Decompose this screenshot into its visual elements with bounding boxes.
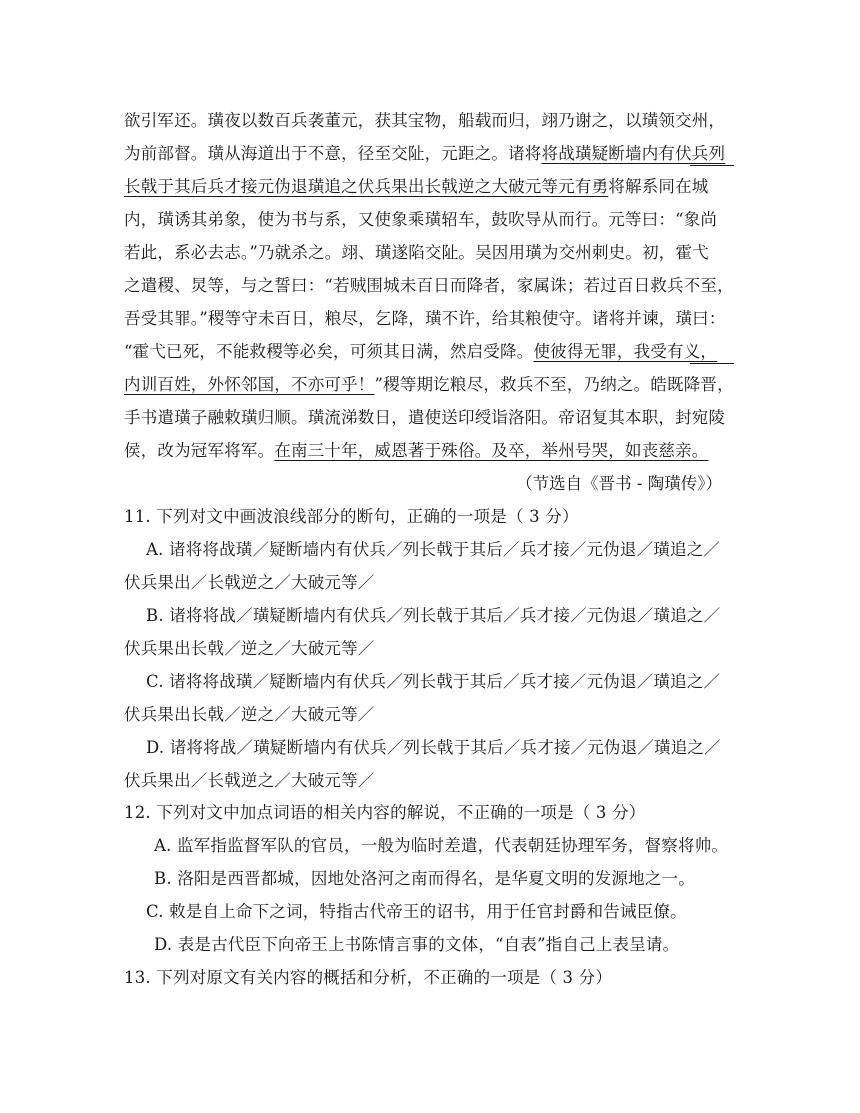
- question-11-option-c: C. 诸将将战璜／疑断墙内有伏兵／列长戟于其后／兵才接／元伪退／璜追之／: [146, 672, 721, 691]
- passage-line-11: [124, 440, 744, 462]
- question-11-option-a-cont: 伏兵果出／长戟逆之／大破元等／: [124, 573, 375, 592]
- passage-text: 侯，改为冠军将军。: [124, 441, 275, 460]
- question-11-option-a: A. 诸将将战璜／疑断墙内有伏兵／列长戟于其后／兵才接／元伪退／璜追之／: [146, 540, 721, 559]
- source-citation: （节选自《晋书 - 陶璜传》）: [516, 474, 722, 493]
- question-12-option-a: A. 监军指监督军队的官员，一般为临时差遣，代表朝廷协理军务，督察将帅。: [154, 836, 729, 855]
- passage-line-7: 吾受其罪。”稷等守未百日，粮尽，乞降，璜不许，给其粮使守。诸将并谏，璜曰：: [124, 309, 726, 328]
- question-12-option-b: B. 洛阳是西晋都城，因地处洛河之南而得名，是华夏文明的发源地之一。: [154, 869, 695, 888]
- wavy-underlined-text: 长戟于其后兵才接元伪退璜追之伏兵果出长戟逆之大破元等元有勇: [124, 177, 609, 196]
- passage-text: “霍弋已死，不能救稷等必矣，可须其日满，然启受降。: [124, 342, 534, 361]
- question-11-option-d: D. 诸将将战／璜疑断墙内有伏兵／列长戟于其后／兵才接／元伪退／璜追之／: [146, 738, 721, 757]
- underlined-sentence: 使彼得无罪，我受有义，: [533, 342, 718, 361]
- question-11-stem: 11. 下列对文中画波浪线部分的断句，正确的一项是（ 3 分）: [124, 507, 579, 526]
- underlined-sentence: 在南三十年，威恩著于殊俗。及卒，举州号哭，如丧慈亲。: [274, 441, 709, 460]
- passage-line-3: [124, 176, 744, 198]
- passage-line-8: [124, 341, 744, 363]
- question-11-option-c-cont: 伏兵果出长戟／逆之／大破元等／: [124, 705, 375, 724]
- passage-line-10: 手书遣璜子融敕璜归顺。璜流涕数日，遣使送印绶诣洛阳。帝诏复其本职，封宛陵: [124, 408, 726, 427]
- passage-line-2: [124, 143, 744, 165]
- question-12-option-c: C. 敕是自上命下之词，特指古代帝王的诏书，用于任官封爵和告诫臣僚。: [146, 902, 687, 921]
- passage-text: 为前部督。璜从海道出于不意，径至交阯，元距之。诸将: [124, 144, 542, 163]
- underlined-sentence: 内训百姓，外怀邻国，不亦可乎！: [124, 375, 375, 394]
- passage-line-6: 之遣稷、炅等，与之誓曰：“若贼围城未百日而降者，家属诛；若过百日救兵不至，: [124, 276, 734, 295]
- passage-line-9: [124, 374, 744, 396]
- passage-text: 将解系同在城: [608, 177, 709, 196]
- underline-rule: [690, 165, 734, 166]
- passage-line-5: 若此，系必去志。”乃就杀之。翊、璜遂陷交阯。吴因用璜为交州刺史。初，霍弋: [124, 243, 709, 262]
- question-11-option-b-cont: 伏兵果出长戟／逆之／大破元等／: [124, 639, 375, 658]
- underline-rule: [690, 363, 734, 364]
- passage-line-1: 欲引军还。璜夜以数百兵袭董元，获其宝物，船载而归，翊乃谢之，以璜领交州，: [124, 111, 726, 130]
- wavy-underlined-text: 将战璜疑断墙内有伏兵列: [541, 144, 726, 163]
- question-12-stem: 12. 下列对文中加点词语的相关内容的解说，不正确的一项是（ 3 分）: [124, 803, 646, 822]
- question-11-option-d-cont: 伏兵果出／长戟逆之／大破元等／: [124, 771, 375, 790]
- passage-line-4: 内，璜诱其弟象，使为书与系，又使象乘璜轺车，鼓吹导从而行。元等曰：“象尚: [124, 210, 718, 229]
- passage-text: ”稷等期讫粮尽，救兵不至，乃纳之。皓既降晋，: [374, 375, 734, 394]
- question-11-option-b: B. 诸将将战／璜疑断墙内有伏兵／列长戟于其后／兵才接／元伪退／璜追之／: [146, 606, 721, 625]
- question-13-stem: 13. 下列对原文有关内容的概括和分析，不正确的一项是（ 3 分）: [124, 968, 613, 987]
- question-12-option-d: D. 表是古代臣下向帝王上书陈情言事的文体，“自表”指自己上表呈请。: [154, 935, 680, 954]
